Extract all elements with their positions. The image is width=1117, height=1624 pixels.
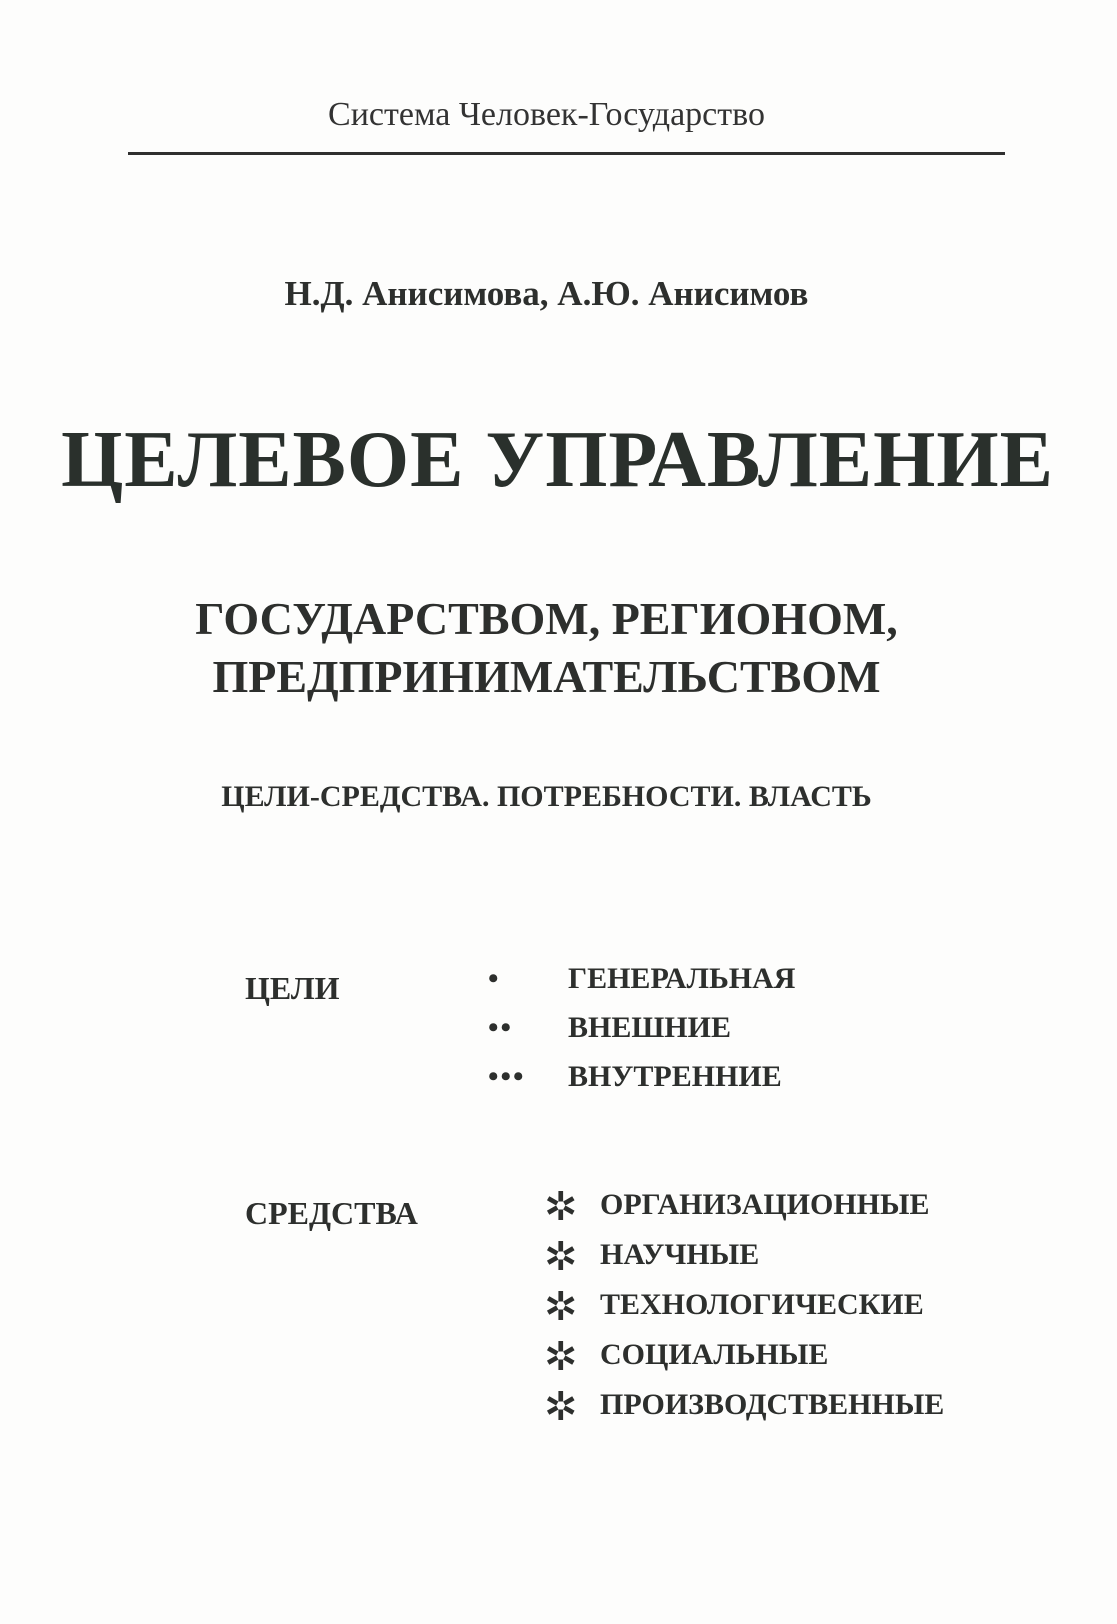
asterisk-icon: ✲ <box>544 1234 578 1280</box>
means-item-label: СОЦИАЛЬНЫЕ <box>600 1338 829 1371</box>
goal-item <box>488 962 888 1002</box>
means-item <box>544 1184 1004 1230</box>
goal-item-label: ГЕНЕРАЛЬНАЯ <box>568 962 796 995</box>
means-item-label: ОРГАНИЗАЦИОННЫЕ <box>600 1188 930 1221</box>
asterisk-icon: ✲ <box>544 1284 578 1330</box>
asterisk-icon: ✲ <box>544 1334 578 1380</box>
series-divider <box>128 152 1005 155</box>
book-subtitle <box>0 590 1117 706</box>
authors-text: Н.Д. Анисимова, А.Ю. Анисимов <box>284 274 809 313</box>
means-label: СРЕДСТВА <box>245 1195 418 1231</box>
goal-item <box>488 1011 888 1051</box>
goal-item <box>488 1060 888 1100</box>
goals-label: ЦЕЛИ <box>245 970 340 1006</box>
asterisk-icon: ✲ <box>544 1184 578 1230</box>
means-item <box>544 1284 1004 1330</box>
means-item-label: ПРОИЗВОДСТВЕННЫЕ <box>600 1388 945 1421</box>
tagline-text: ЦЕЛИ-СРЕДСТВА. ПОТРЕБНОСТИ. ВЛАСТЬ <box>221 780 872 813</box>
asterisk-icon: ✲ <box>544 1384 578 1430</box>
goal-item-label: ВНУТРЕННИЕ <box>568 1060 782 1093</box>
subtitle-line-2: ПРЕДПРИНИМАТЕЛЬСТВОМ <box>212 651 881 702</box>
series-title-text: Система Человек-Государство <box>328 96 765 133</box>
book-title <box>0 416 1117 504</box>
authors <box>0 274 1117 314</box>
tagline <box>0 780 1117 814</box>
bullet-marker: • <box>488 962 501 995</box>
means-item <box>544 1384 1004 1430</box>
means-item-label: НАУЧНЫЕ <box>600 1238 760 1271</box>
bullet-marker: •• <box>488 1011 514 1044</box>
means-item <box>544 1334 1004 1380</box>
subtitle-line-1: ГОСУДАРСТВОМ, РЕГИОНОМ, <box>195 593 898 644</box>
means-item <box>544 1234 1004 1280</box>
bullet-marker: ••• <box>488 1060 526 1093</box>
goal-item-label: ВНЕШНИЕ <box>568 1011 731 1044</box>
means-item-label: ТЕХНОЛОГИЧЕСКИЕ <box>600 1288 924 1321</box>
book-title-text: ЦЕЛЕВОЕ УПРАВЛЕНИЕ <box>61 416 1054 504</box>
series-title <box>0 96 1117 134</box>
